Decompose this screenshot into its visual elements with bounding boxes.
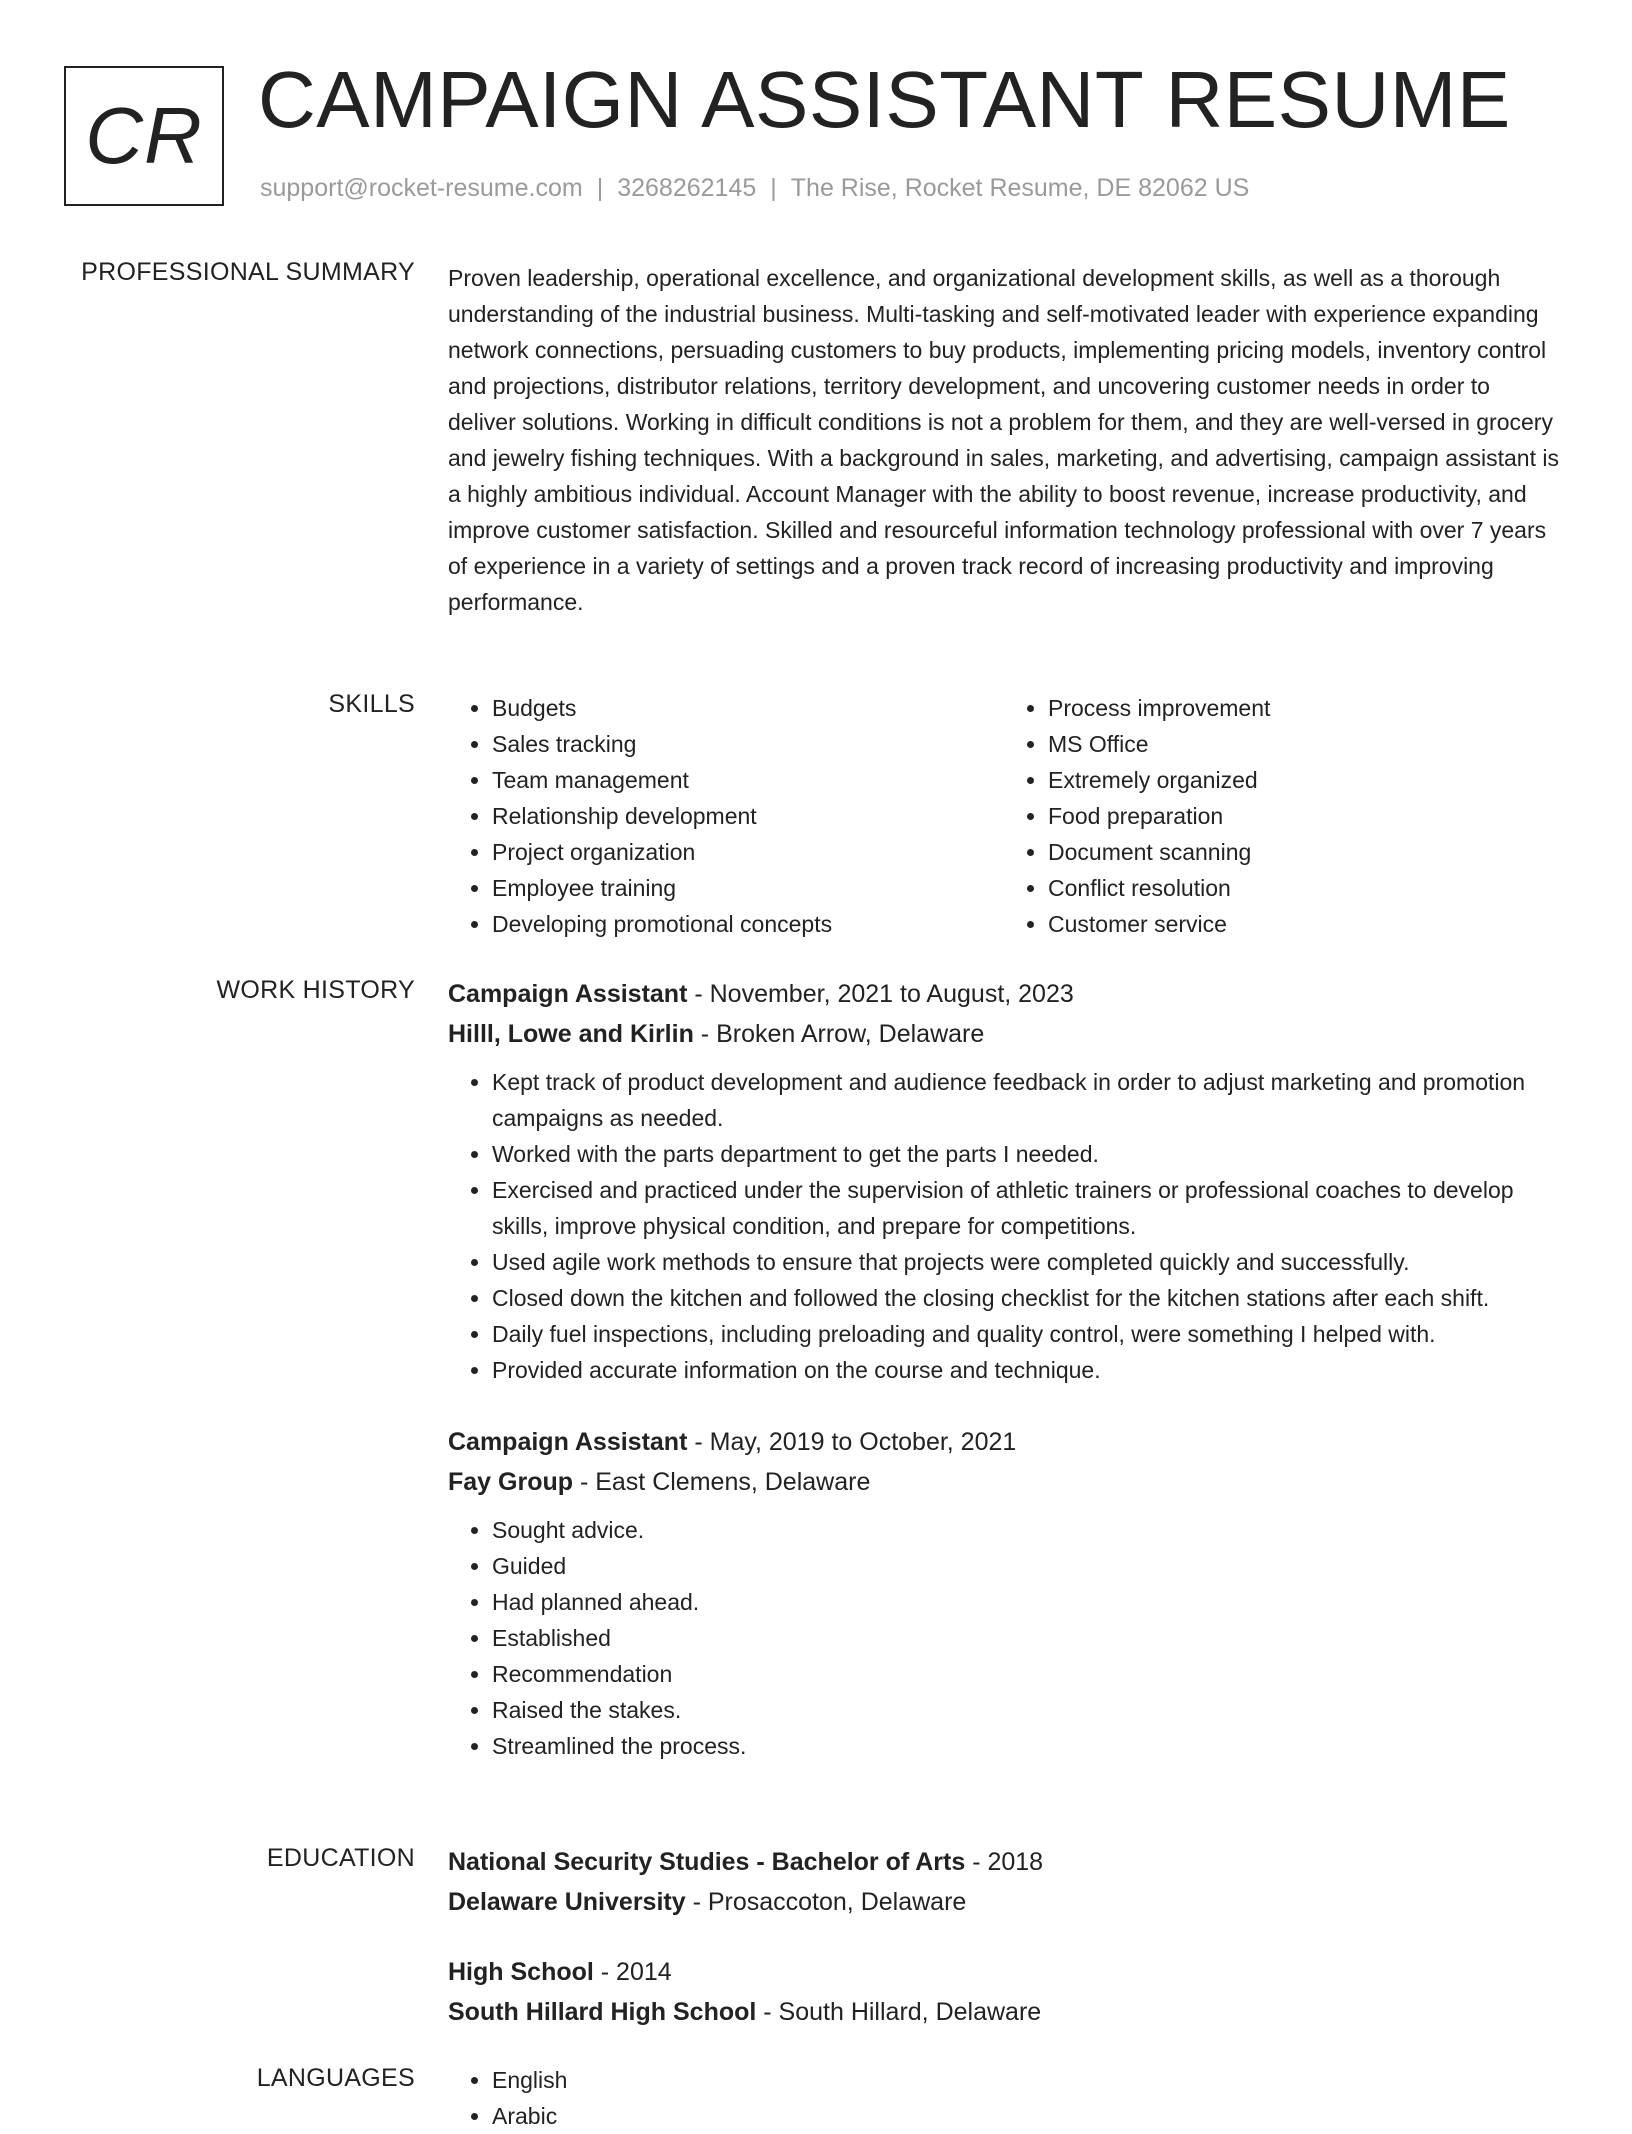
contact-separator: | [770, 174, 777, 202]
school-location: - Prosaccoton, Delaware [685, 1888, 967, 1916]
skill-item: • Team management [492, 762, 1004, 798]
duty-item: • Kept track of product development and audience feedback in order to adjust marketing and promotion campaigns as needed. [492, 1064, 1560, 1136]
page-title: CAMPAIGN ASSISTANT RESUME [258, 55, 1511, 144]
school-line [448, 1992, 1560, 2032]
duty-item: • Established [492, 1620, 1560, 1656]
school-line [448, 1882, 1560, 1922]
section-label-languages: LANGUAGES [256, 2064, 415, 2092]
degree-line [448, 1952, 1560, 1992]
contact-separator: | [596, 174, 604, 202]
work-body [448, 974, 1560, 1764]
languages-list [448, 2062, 1560, 2134]
education-entry [448, 1952, 1560, 2032]
section-label-work: WORK HISTORY [216, 976, 415, 1004]
language-item: • Arabic [492, 2098, 1560, 2134]
duty-item: • Exercised and practiced under the supervision of athletic trainers or professional coaches to develop skills, improve physical condition, and prepare for competitions. [492, 1172, 1560, 1244]
skill-item: • Extremely organized [1048, 762, 1560, 798]
contact-phone[interactable]: 3268262145 [617, 174, 757, 202]
skill-item: • Budgets [492, 690, 1004, 726]
education-body [448, 1842, 1560, 2032]
contact-line [260, 174, 1249, 203]
skills-columns [448, 690, 1560, 942]
duty-item: • Closed down the kitchen and followed the closing checklist for the kitchen stations after each shift. [492, 1280, 1560, 1316]
skills-body [448, 690, 1560, 942]
school-name: Delaware University [448, 1888, 686, 1916]
skill-item: • MS Office [1048, 726, 1560, 762]
monogram-logo: CR [64, 66, 224, 206]
degree-name: National Security Studies - Bachelor of Arts [448, 1848, 966, 1876]
job-title: Campaign Assistant [448, 1428, 688, 1456]
summary-body [448, 260, 1560, 620]
degree-line [448, 1842, 1560, 1882]
job-entry [448, 1422, 1560, 1764]
duty-item: • Streamlined the process. [492, 1728, 1560, 1764]
duty-item: • Guided [492, 1548, 1560, 1584]
school-name: South Hillard High School [448, 1998, 757, 2026]
section-label-summary: PROFESSIONAL SUMMARY [81, 258, 415, 286]
skill-item: • Sales tracking [492, 726, 1004, 762]
school-location: - South Hillard, Delaware [756, 1998, 1042, 2026]
skill-item: • Employee training [492, 870, 1004, 906]
duty-item: • Raised the stakes. [492, 1692, 1560, 1728]
language-item: • English [492, 2062, 1560, 2098]
job-entry [448, 974, 1560, 1388]
duty-item: • Provided accurate information on the course and technique. [492, 1352, 1560, 1388]
section-label-education: EDUCATION [266, 1844, 415, 1872]
duty-item: • Worked with the parts department to get the parts I needed. [492, 1136, 1560, 1172]
duty-item: • Used agile work methods to ensure that projects were completed quickly and successfully. [492, 1244, 1560, 1280]
skill-item: • Customer service [1048, 906, 1560, 942]
skills-list-left [448, 690, 1004, 942]
duty-item: • Daily fuel inspections, including preloading and quality control, were something I helped with. [492, 1316, 1560, 1352]
degree-name: High School [448, 1958, 594, 1986]
job-company: Hilll, Lowe and Kirlin [448, 1020, 694, 1048]
duty-item: • Had planned ahead. [492, 1584, 1560, 1620]
languages-body [448, 2062, 1560, 2134]
summary-text: Proven leadership, operational excellence, and organizational development skills, as well as a thorough understanding of the industrial business. Multi-tasking and self-motivated leader with experience expanding network connections, persuading customers to buy products, implementing pricing models, inventory control and projections, distributor relations, territory development, and uncovering customer needs in order to deliver solutions. Working in difficult conditions is not a problem for them, and they are well-versed in grocery and jewelry fishing techniques. With a background in sales, marketing, and advertising, campaign assistant is a highly ambitious individual. Account Manager with the ability to boost revenue, increase productivity, and improve customer satisfaction. Skilled and resourceful information technology professional with over 7 years of experience in a variety of settings and a proven track record of increasing productivity and improving performance. [448, 265, 1559, 615]
degree-year: - 2014 [593, 1958, 672, 1986]
job-title: Campaign Assistant [448, 980, 688, 1008]
skill-item: • Food preparation [1048, 798, 1560, 834]
job-company: Fay Group [448, 1468, 574, 1496]
degree-year: - 2018 [965, 1848, 1044, 1876]
job-location: - East Clemens, Delaware [573, 1468, 871, 1496]
job-dates: - May, 2019 to October, 2021 [687, 1428, 1017, 1456]
skill-item: • Developing promotional concepts [492, 906, 1004, 942]
job-company-line [448, 1462, 1560, 1502]
skills-list-right [1004, 690, 1560, 942]
skill-item: • Project organization [492, 834, 1004, 870]
job-title-line [448, 1422, 1560, 1462]
section-label-skills: SKILLS [328, 690, 415, 718]
skill-item: • Document scanning [1048, 834, 1560, 870]
job-duties [448, 1512, 1560, 1764]
job-location: - Broken Arrow, Delaware [693, 1020, 985, 1048]
skill-item: • Process improvement [1048, 690, 1560, 726]
contact-address: The Rise, Rocket Resume, DE 82062 US [790, 174, 1250, 202]
job-company-line [448, 1014, 1560, 1054]
job-dates: - November, 2021 to August, 2023 [687, 980, 1074, 1008]
education-entry [448, 1842, 1560, 1922]
duty-item: • Recommendation [492, 1656, 1560, 1692]
job-duties [448, 1064, 1560, 1388]
duty-item: • Sought advice. [492, 1512, 1560, 1548]
skill-item: • Conflict resolution [1048, 870, 1560, 906]
contact-email[interactable]: support@rocket-resume.com [260, 174, 583, 202]
skill-item: • Relationship development [492, 798, 1004, 834]
job-title-line [448, 974, 1560, 1014]
